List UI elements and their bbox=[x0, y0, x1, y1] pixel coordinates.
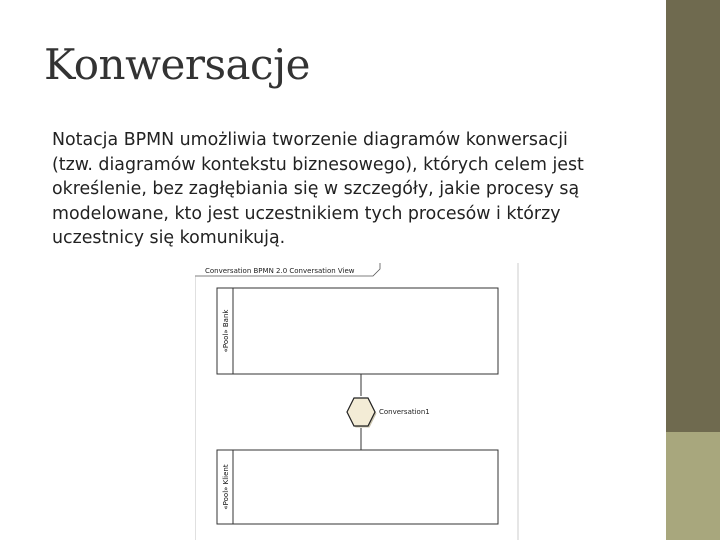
slide-title: Konwersacje bbox=[44, 40, 310, 89]
body-line: modelowane, kto jest uczestnikiem tych procesów i którzy bbox=[52, 203, 561, 224]
conversation-node[interactable] bbox=[347, 398, 430, 428]
bpmn-conversation-diagram bbox=[195, 263, 525, 540]
sidebar-accent-top bbox=[666, 0, 720, 432]
pool-bank-box bbox=[217, 288, 498, 374]
pool-klient-box bbox=[217, 450, 498, 524]
pool-bank-label: «Pool» Bank bbox=[222, 309, 230, 353]
pool-klient-label: «Pool» Klient bbox=[222, 464, 230, 510]
pool-klient[interactable] bbox=[217, 450, 498, 524]
diagram-header: Conversation BPMN 2.0 Conversation View bbox=[205, 267, 355, 275]
pool-bank[interactable] bbox=[217, 288, 498, 374]
diagram-canvas bbox=[195, 263, 525, 540]
sidebar-accent-bottom bbox=[666, 432, 720, 540]
slide-body bbox=[52, 128, 652, 251]
body-line: (tzw. diagramów kontekstu biznesowego), których celem jest bbox=[52, 154, 584, 175]
body-line: Notacja BPMN umożliwia tworzenie diagramów konwersacji bbox=[52, 130, 568, 150]
body-line: określenie, bez zagłębiania się w szczegóły, jakie procesy są bbox=[52, 179, 580, 199]
body-line: uczestnicy się komunikują. bbox=[52, 228, 286, 248]
conversation-label: Conversation1 bbox=[379, 408, 430, 416]
